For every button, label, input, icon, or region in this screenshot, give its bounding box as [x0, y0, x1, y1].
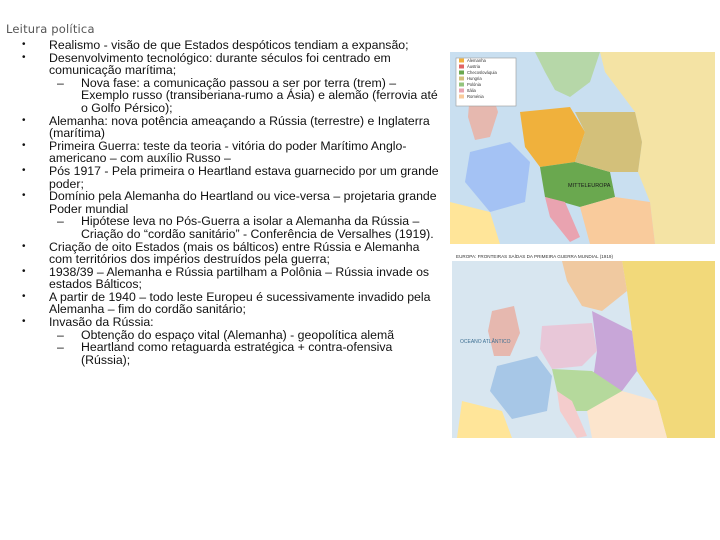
legend-swatch — [459, 83, 464, 87]
bullet-marker: • — [22, 39, 26, 50]
sub-bullet-marker: – — [57, 327, 64, 342]
bullet-item — [22, 52, 444, 115]
map2-ocean-label: OCEANO ATLÂNTICO — [460, 339, 511, 345]
bullet-text: 1938/39 – Alemanha e Rússia partilham a Polônia – Rússia invade os estados Bálticos; — [49, 264, 430, 292]
bullet-marker: • — [22, 114, 26, 126]
bullet-item — [22, 190, 444, 240]
bullet-marker: • — [22, 316, 26, 328]
legend-label: Áustria — [467, 64, 481, 69]
bullet-item — [22, 316, 444, 366]
bullet-marker: • — [22, 190, 26, 202]
bullet-item — [22, 291, 444, 316]
sub-bullet-text: Nova fase: a comunicação passou a ser por terra (trem) – Exemplo russo (transiberiana-rumo a Ásia) e alemão (ferrovia até o Golfo Pérsico); — [81, 75, 438, 115]
slide-title: Leitura política — [6, 22, 95, 36]
legend-swatch — [459, 59, 464, 63]
sub-bullet-marker: – — [57, 214, 64, 229]
bullet-item — [22, 266, 444, 291]
legend-swatch — [459, 89, 464, 93]
legend-label: Hungria — [467, 76, 482, 81]
sub-bullet-marker: – — [57, 340, 64, 355]
sub-bullet-text: Obtenção do espaço vital (Alemanha) - geopolítica alemã — [81, 327, 395, 342]
bullet-marker: • — [22, 265, 26, 277]
legend-swatch — [459, 65, 464, 69]
legend-label: Roménia — [467, 94, 484, 99]
map-europe-1919 — [452, 251, 715, 438]
legend-label: Polónia — [467, 82, 481, 87]
legend-label: Itália — [467, 88, 476, 93]
sub-bullet-item — [49, 341, 444, 366]
sub-bullet-text: Hipótese leva no Pós-Guerra a isolar a Alemanha da Rússia – Criação do “cordão sanitário” - Conferência de Versalhes (1919). — [81, 214, 434, 241]
bullet-text: Alemanha: nova potência ameaçando a Rússia (terrestre) e Inglaterra (marítima) — [49, 113, 430, 141]
bullet-list — [22, 39, 444, 366]
sub-bullet-marker: – — [57, 75, 64, 90]
legend-label: Alemanha — [467, 58, 486, 63]
sub-bullet-item — [49, 215, 444, 240]
map-europe-1919-graphic — [452, 251, 715, 438]
sub-bullet-list — [49, 329, 444, 367]
bullet-text: Realismo - visão de que Estados despóticos tendiam a expansão; — [49, 38, 409, 52]
legend-swatch — [459, 71, 464, 75]
bullet-marker: • — [22, 139, 26, 151]
bullet-text: Desenvolvimento tecnológico: durante séculos foi centrado em comunicação marítima; — [49, 50, 391, 78]
bullet-marker: • — [22, 290, 26, 302]
bullet-text: Criação de oito Estados (mais os bálticos) entre Rússia e Alemanha com territórios dos impérios destruídos pela guerra; — [49, 239, 420, 267]
sub-bullet-list — [49, 215, 444, 240]
bullet-text: Domínio pela Alemanha do Heartland ou vice-versa – projetaria grande Poder mundial — [49, 189, 437, 216]
bullet-item — [22, 165, 444, 190]
bullet-text: Invasão da Rússia: — [49, 315, 154, 330]
map2-title: EUROPA: FRONTEIRAS SAÍDAS DA PRIMEIRA GUERRA MUNDIAL (1919) — [456, 254, 613, 259]
bullet-marker: • — [22, 51, 26, 63]
bullet-item — [22, 115, 444, 140]
sub-bullet-text: Heartland como retaguarda estratégica + contra-ofensiva (Rússia); — [81, 340, 393, 367]
sub-bullet-item — [49, 77, 444, 115]
map-mitteleuropa — [450, 52, 715, 244]
legend-swatch — [459, 95, 464, 99]
map1-region-label: MITTELEUROPA — [568, 183, 611, 189]
legend-swatch — [459, 77, 464, 81]
bullet-marker: • — [22, 240, 26, 252]
bullet-item — [22, 39, 444, 52]
bullet-item — [22, 241, 444, 266]
bullet-text: A partir de 1940 – todo leste Europeu é sucessivamente invadido pela Alemanha – fim do cordão sanitário; — [49, 289, 431, 317]
sub-bullet-list — [49, 77, 444, 115]
bullet-text: Primeira Guerra: teste da teoria - vitória do poder Marítimo Anglo-americano – com auxílio Russo – — [49, 138, 407, 166]
map-mitteleuropa-graphic — [450, 52, 715, 244]
bullet-item — [22, 140, 444, 165]
legend-label: Checoslováquia — [467, 70, 497, 75]
bullet-marker: • — [22, 164, 26, 176]
bullet-text: Pós 1917 - Pela primeira o Heartland estava guarnecido por um grande poder; — [49, 163, 439, 191]
